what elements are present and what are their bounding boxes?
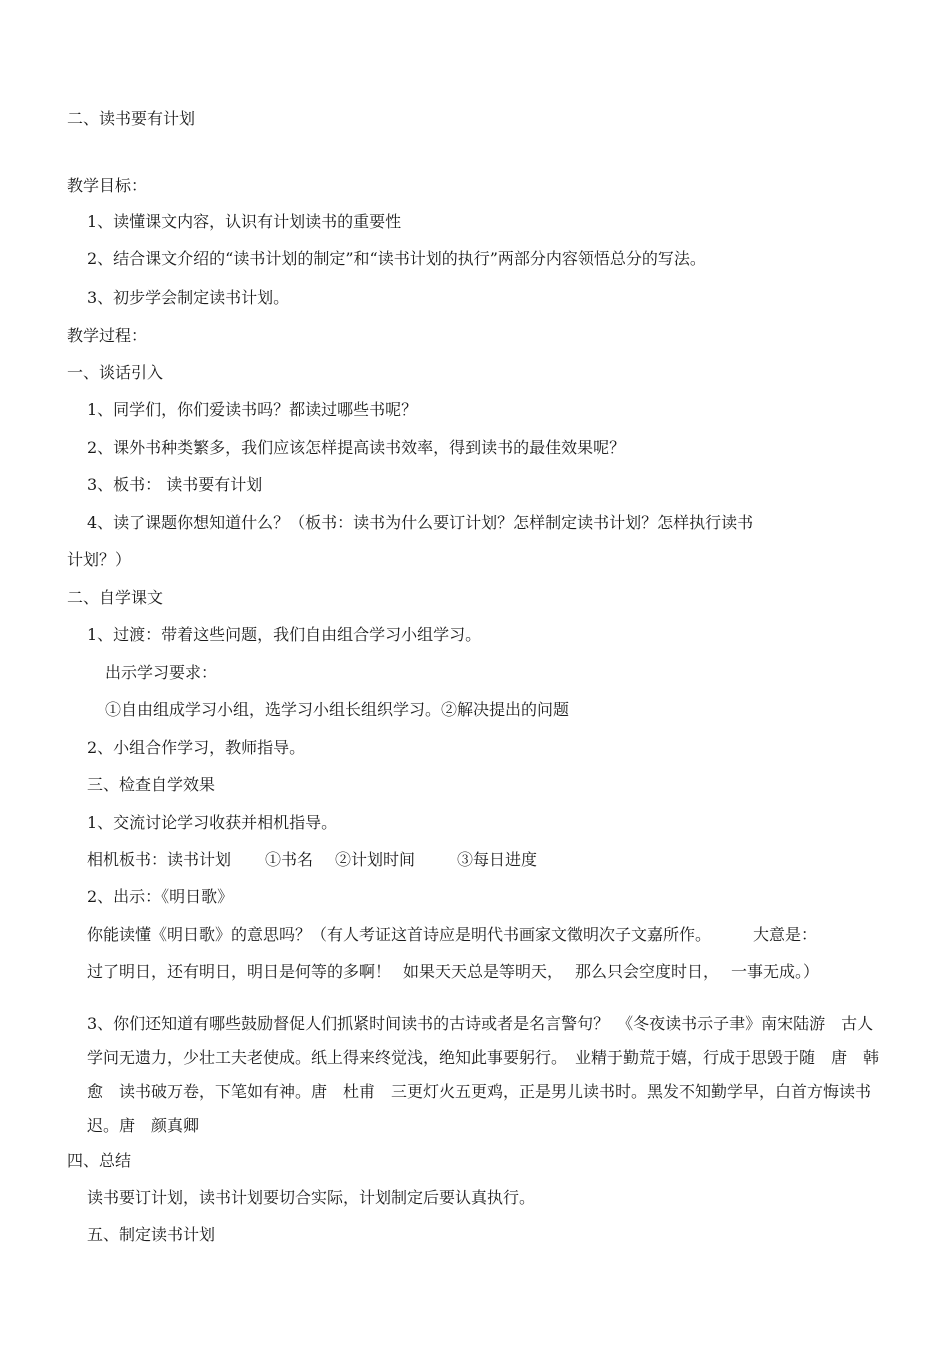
section-item: 2、课外书种类繁多，我们应该怎样提高读书效率，得到读书的最佳效果呢？ xyxy=(87,438,626,457)
objective-item: 3、初步学会制定读书计划。 xyxy=(87,288,290,307)
poem-meaning: 过了明日，还有明日，明日是何等的多啊！ 如果天天总是等明天， 那么只会空度时日， 一事无成。） xyxy=(87,962,820,981)
poem-question: 你能读懂《明日歌》的意思吗？（有人考证这首诗应是明代书画家文徵明次子文嘉所作。 大意是： xyxy=(87,925,818,944)
section-item: 2、小组合作学习，教师指导。 xyxy=(87,738,306,757)
section-heading: 五、制定读书计划 xyxy=(87,1225,216,1244)
section-item: 1、交流讨论学习收获并相机指导。 xyxy=(87,813,338,832)
board-item: ③每日进度 xyxy=(457,850,538,869)
section-item: 1、同学们，你们爱读书吗？都读过哪些书呢？ xyxy=(87,400,418,419)
board-item: ①书名 xyxy=(265,850,314,869)
section-item: 2、出示：《明日歌》 xyxy=(87,887,234,906)
requirements-text: ①自由组成学习小组，选学习小组长组织学习。②解决提出的问题 xyxy=(105,700,570,719)
section-item-continued: 计划？） xyxy=(67,550,132,569)
section-heading: 二、自学课文 xyxy=(67,588,164,607)
section-item: 4、读了课题你想知道什么？（板书：读书为什么要订计划？怎样制定读书计划？怎样执行读书 xyxy=(87,513,754,532)
objective-item: 1、读懂课文内容，认识有计划读书的重要性 xyxy=(87,212,402,231)
page-title: 二、读书要有计划 xyxy=(67,109,196,128)
section-heading: 三、检查自学效果 xyxy=(87,775,216,794)
quotes-paragraph: 3、你们还知道有哪些鼓励督促人们抓紧时间读书的古诗或者是名言警句？ 《冬夜读书示子聿》南宋陆游 古人学问无遗力，少壮工夫老使成。纸上得来终觉浅，绝知此事要躬行。 业精于勤荒于嬉，行成于思毁于随 唐 韩愈 读书破万卷，下笔如有神。唐 杜甫 三更灯火五更鸡，正是男儿读书时。黑发不知勤学早，白首方悔读书迟。唐 颜真卿 xyxy=(87,1014,880,1135)
board-label: 相机板书：读书计划 xyxy=(87,850,232,869)
objectives-heading: 教学目标： xyxy=(67,176,148,195)
requirements-label: 出示学习要求： xyxy=(105,663,218,682)
section-item: 3、板书： 读书要有计划 xyxy=(87,475,263,494)
summary-text: 读书要订计划，读书计划要切合实际，计划制定后要认真执行。 xyxy=(87,1188,536,1207)
board-item: ②计划时间 xyxy=(335,850,416,869)
process-heading: 教学过程： xyxy=(67,326,148,345)
section-heading: 一、谈话引入 xyxy=(67,363,164,382)
section-heading: 四、总结 xyxy=(67,1151,132,1170)
section-item: 1、过渡：带着这些问题，我们自由组合学习小组学习。 xyxy=(87,625,482,644)
board-writing xyxy=(87,849,537,871)
objective-item: 2、结合课文介绍的“读书计划的制定”和“读书计划的执行”两部分内容领悟总分的写法。 xyxy=(87,249,706,268)
